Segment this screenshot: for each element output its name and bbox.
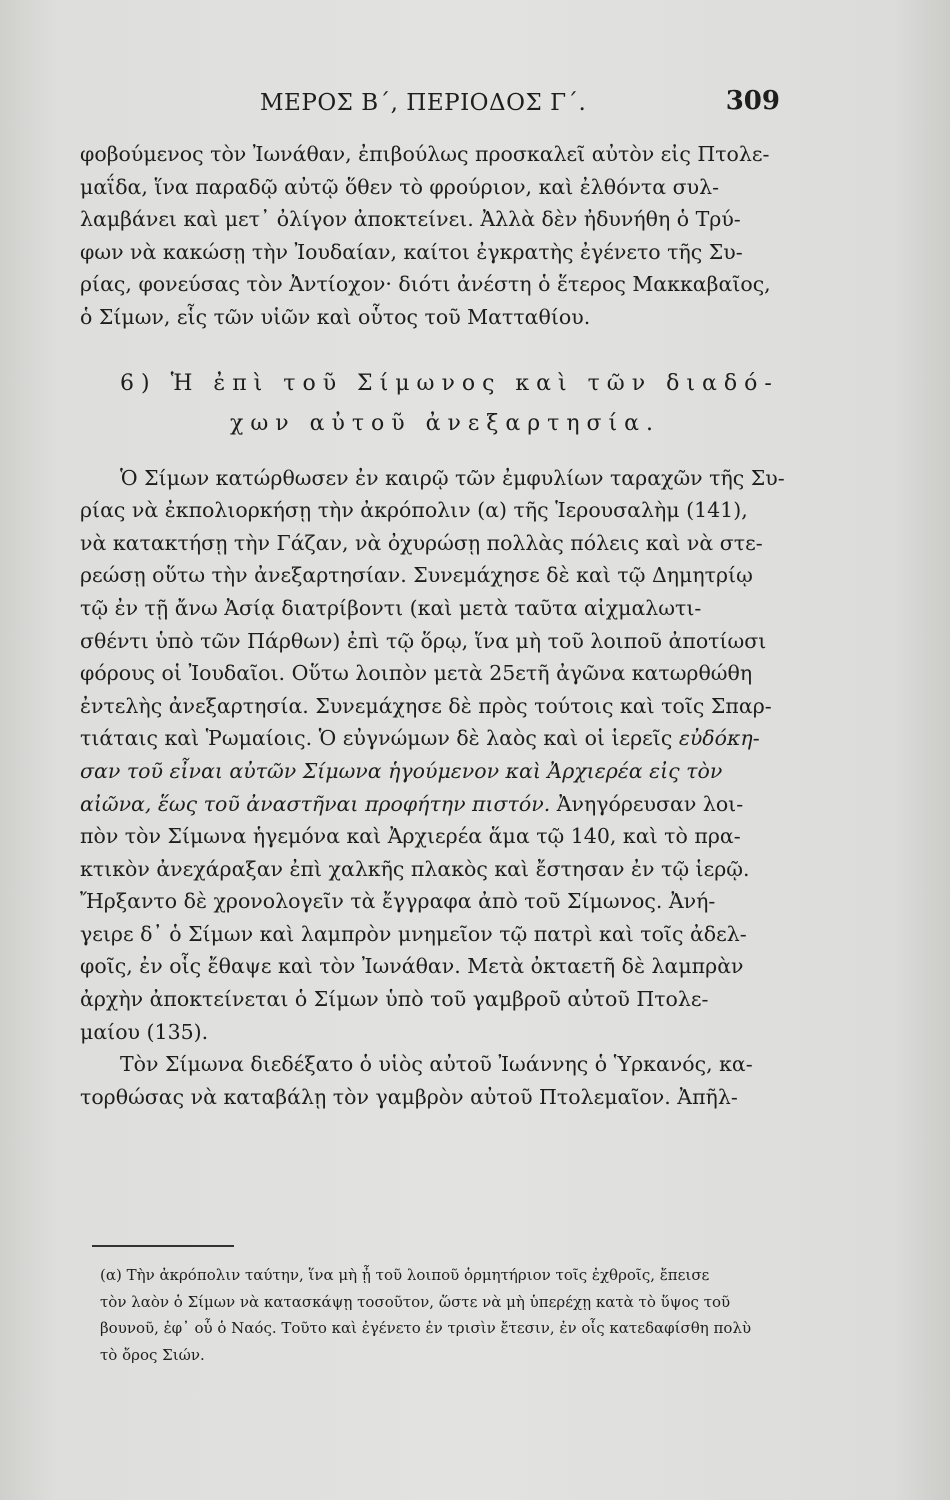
text-line: γειρε δ᾽ ὁ Σίμων καὶ λαμπρὸν μνημεῖον τῷ πατρὶ καὶ τοῖς ἀδελ- (80, 921, 747, 946)
text-line: Τὸν Σίμωνα διεδέξατο ὁ υἱὸς αὐτοῦ Ἰωάννης ὁ Ὑρκανός, κα- (120, 1052, 753, 1077)
page-number: 309 (725, 86, 780, 116)
italic-quote: αἰῶνα, ἕως τοῦ ἀναστῆναι προφήτην πιστόν. (80, 791, 551, 816)
paragraph-2 (80, 462, 795, 1049)
text-line: ἐντελὴς ἀνεξαρτησία. Συνεμάχησε δὲ πρὸς τούτοις καὶ τοῖς Σπαρ- (80, 693, 772, 718)
main-text (80, 138, 795, 1113)
text-line: φοῖς, ἐν οἷς ἔθαψε καὶ τὸν Ἰωνάθαν. Μετὰ ὀκταετῆ δὲ λαμπρὰν (80, 954, 744, 979)
page-header (80, 86, 780, 126)
text-line: νὰ κατακτήσῃ τὴν Γάζαν, νὰ ὀχυρώσῃ πολλὰς πόλεις καὶ νὰ στε- (80, 530, 763, 555)
text-line: ἀρχὴν ἀποκτείνεται ὁ Σίμων ὑπὸ τοῦ γαμβροῦ αὐτοῦ Πτολε- (80, 987, 709, 1012)
italic-quote: εὐδόκη- (678, 726, 760, 751)
text-line: Ὁ Σίμων κατώρθωσεν ἐν καιρῷ τῶν ἐμφυλίων ταραχῶν τῆς Συ- (120, 465, 785, 490)
text-line: φοβούμενος τὸν Ἰωνάθαν, ἐπιβούλως προσκαλεῖ αὐτὸν εἰς Πτολε- (80, 142, 770, 166)
text-segment: τιάταις καὶ Ῥωμαίοις. Ὁ εὐγνώμων δὲ λαὸς καὶ οἱ ἱερεῖς (80, 726, 679, 751)
section-heading (80, 364, 795, 444)
section-heading-line-2: χων αὐτοῦ ἀνεξαρτησία. (230, 410, 661, 436)
text-line: ρεώσῃ οὕτω τὴν ἀνεξαρτησίαν. Συνεμάχησε δὲ καὶ τῷ Δημητρίῳ (80, 563, 753, 588)
footnote-separator (92, 1245, 234, 1247)
section-heading-line-1: 6) Ἡ ἐπὶ τοῦ Σίμωνος καὶ τῶν διαδό- (120, 370, 779, 396)
text-line: ὁ Σίμων, εἷς τῶν υἱῶν καὶ οὗτος τοῦ Ματταθίου. (80, 304, 591, 329)
text-line: Ἤρξαντο δὲ χρονολογεῖν τὰ ἔγγραφα ἀπὸ τοῦ Σίμωνος. Ἀνή- (80, 889, 716, 914)
text-segment: Ἀνηγόρευσαν λοι- (550, 791, 744, 816)
paragraph-1 (80, 138, 795, 334)
paragraph-3 (80, 1048, 795, 1113)
text-line: φόρους οἱ Ἰουδαῖοι. Οὕτω λοιπὸν μετὰ 25ετῆ ἀγῶνα κατωρθώθη (80, 661, 753, 686)
text-line: τῷ ἐν τῇ ἄνω Ἀσίᾳ διατρίβοντι (καὶ μετὰ ταῦτα αἰχμαλωτι- (80, 595, 702, 620)
text-line: κτικὸν ἀνεχάραξαν ἐπὶ χαλκῆς πλακὸς καὶ ἔστησαν ἐν τῷ ἱερῷ. (80, 856, 750, 881)
italic-quote-line: σαν τοῦ εἶναι αὐτῶν Σίμωνα ἡγούμενον καὶ Ἀρχιερέα εἰς τὸν (80, 758, 723, 783)
text-line: σθέντι ὑπὸ τῶν Πάρθων) ἐπὶ τῷ ὅρῳ, ἵνα μὴ τοῦ λοιποῦ ἀποτίωσι (80, 628, 767, 653)
text-line (80, 788, 795, 821)
text-line: λαμβάνει καὶ μετ᾽ ὀλίγον ἀποκτείνει. Ἀλλὰ δὲν ἠδυνήθη ὁ Τρύ- (80, 207, 741, 232)
footnote-line: βουνοῦ, ἐφ᾽ οὗ ὁ Ναός. Τοῦτο καὶ ἐγένετο ἐν τρισὶν ἔτεσιν, ἐν οἷς κατεδαφίσθη πολὺ (100, 1319, 752, 1337)
text-line: μαΐδα, ἵνα παραδῷ αὐτῷ ὅθεν τὸ φρούριον, καὶ ἐλθόντα συλ- (80, 174, 719, 199)
text-line: μαίου (135). (80, 1019, 209, 1044)
text-line: ρίας νὰ ἐκπολιορκήσῃ τὴν ἀκρόπολιν (α) τῆς Ἱερουσαλὴμ (141), (80, 498, 748, 523)
text-line: τορθώσας νὰ καταβάλῃ τὸν γαμβρὸν αὐτοῦ Πτολεμαῖον. Ἀπῆλ- (80, 1084, 738, 1109)
running-head: ΜΕΡΟΣ Β΄, ΠΕΡΙΟΔΟΣ Γ΄. (260, 90, 587, 116)
footnote-line: τὸν λαὸν ὁ Σίμων νὰ κατασκάψῃ τοσοῦτον, ὥστε νὰ μὴ ὑπερέχῃ κατὰ τὸ ὕψος τοῦ (100, 1292, 731, 1311)
text-line (80, 722, 795, 755)
footnote-line: (α) Τὴν ἀκρόπολιν ταύτην, ἵνα μὴ ᾖ τοῦ λοιποῦ ὁρμητήριον τοῖς ἐχθροῖς, ἔπεισε (100, 1266, 710, 1284)
text-line: πὸν τὸν Σίμωνα ἡγεμόνα καὶ Ἀρχιερέα ἅμα τῷ 140, καὶ τὸ πρα- (80, 824, 741, 849)
footnote (100, 1262, 800, 1368)
footnote-line: τὸ ὄρος Σιών. (100, 1345, 205, 1364)
text-line: φων νὰ κακώσῃ τὴν Ἰουδαίαν, καίτοι ἐγκρατὴς ἐγένετο τῆς Συ- (80, 239, 743, 264)
text-line: ρίας, φονεύσας τὸν Ἀντίοχον· διότι ἀνέστη ὁ ἕτερος Μακκαβαῖος, (80, 272, 771, 297)
